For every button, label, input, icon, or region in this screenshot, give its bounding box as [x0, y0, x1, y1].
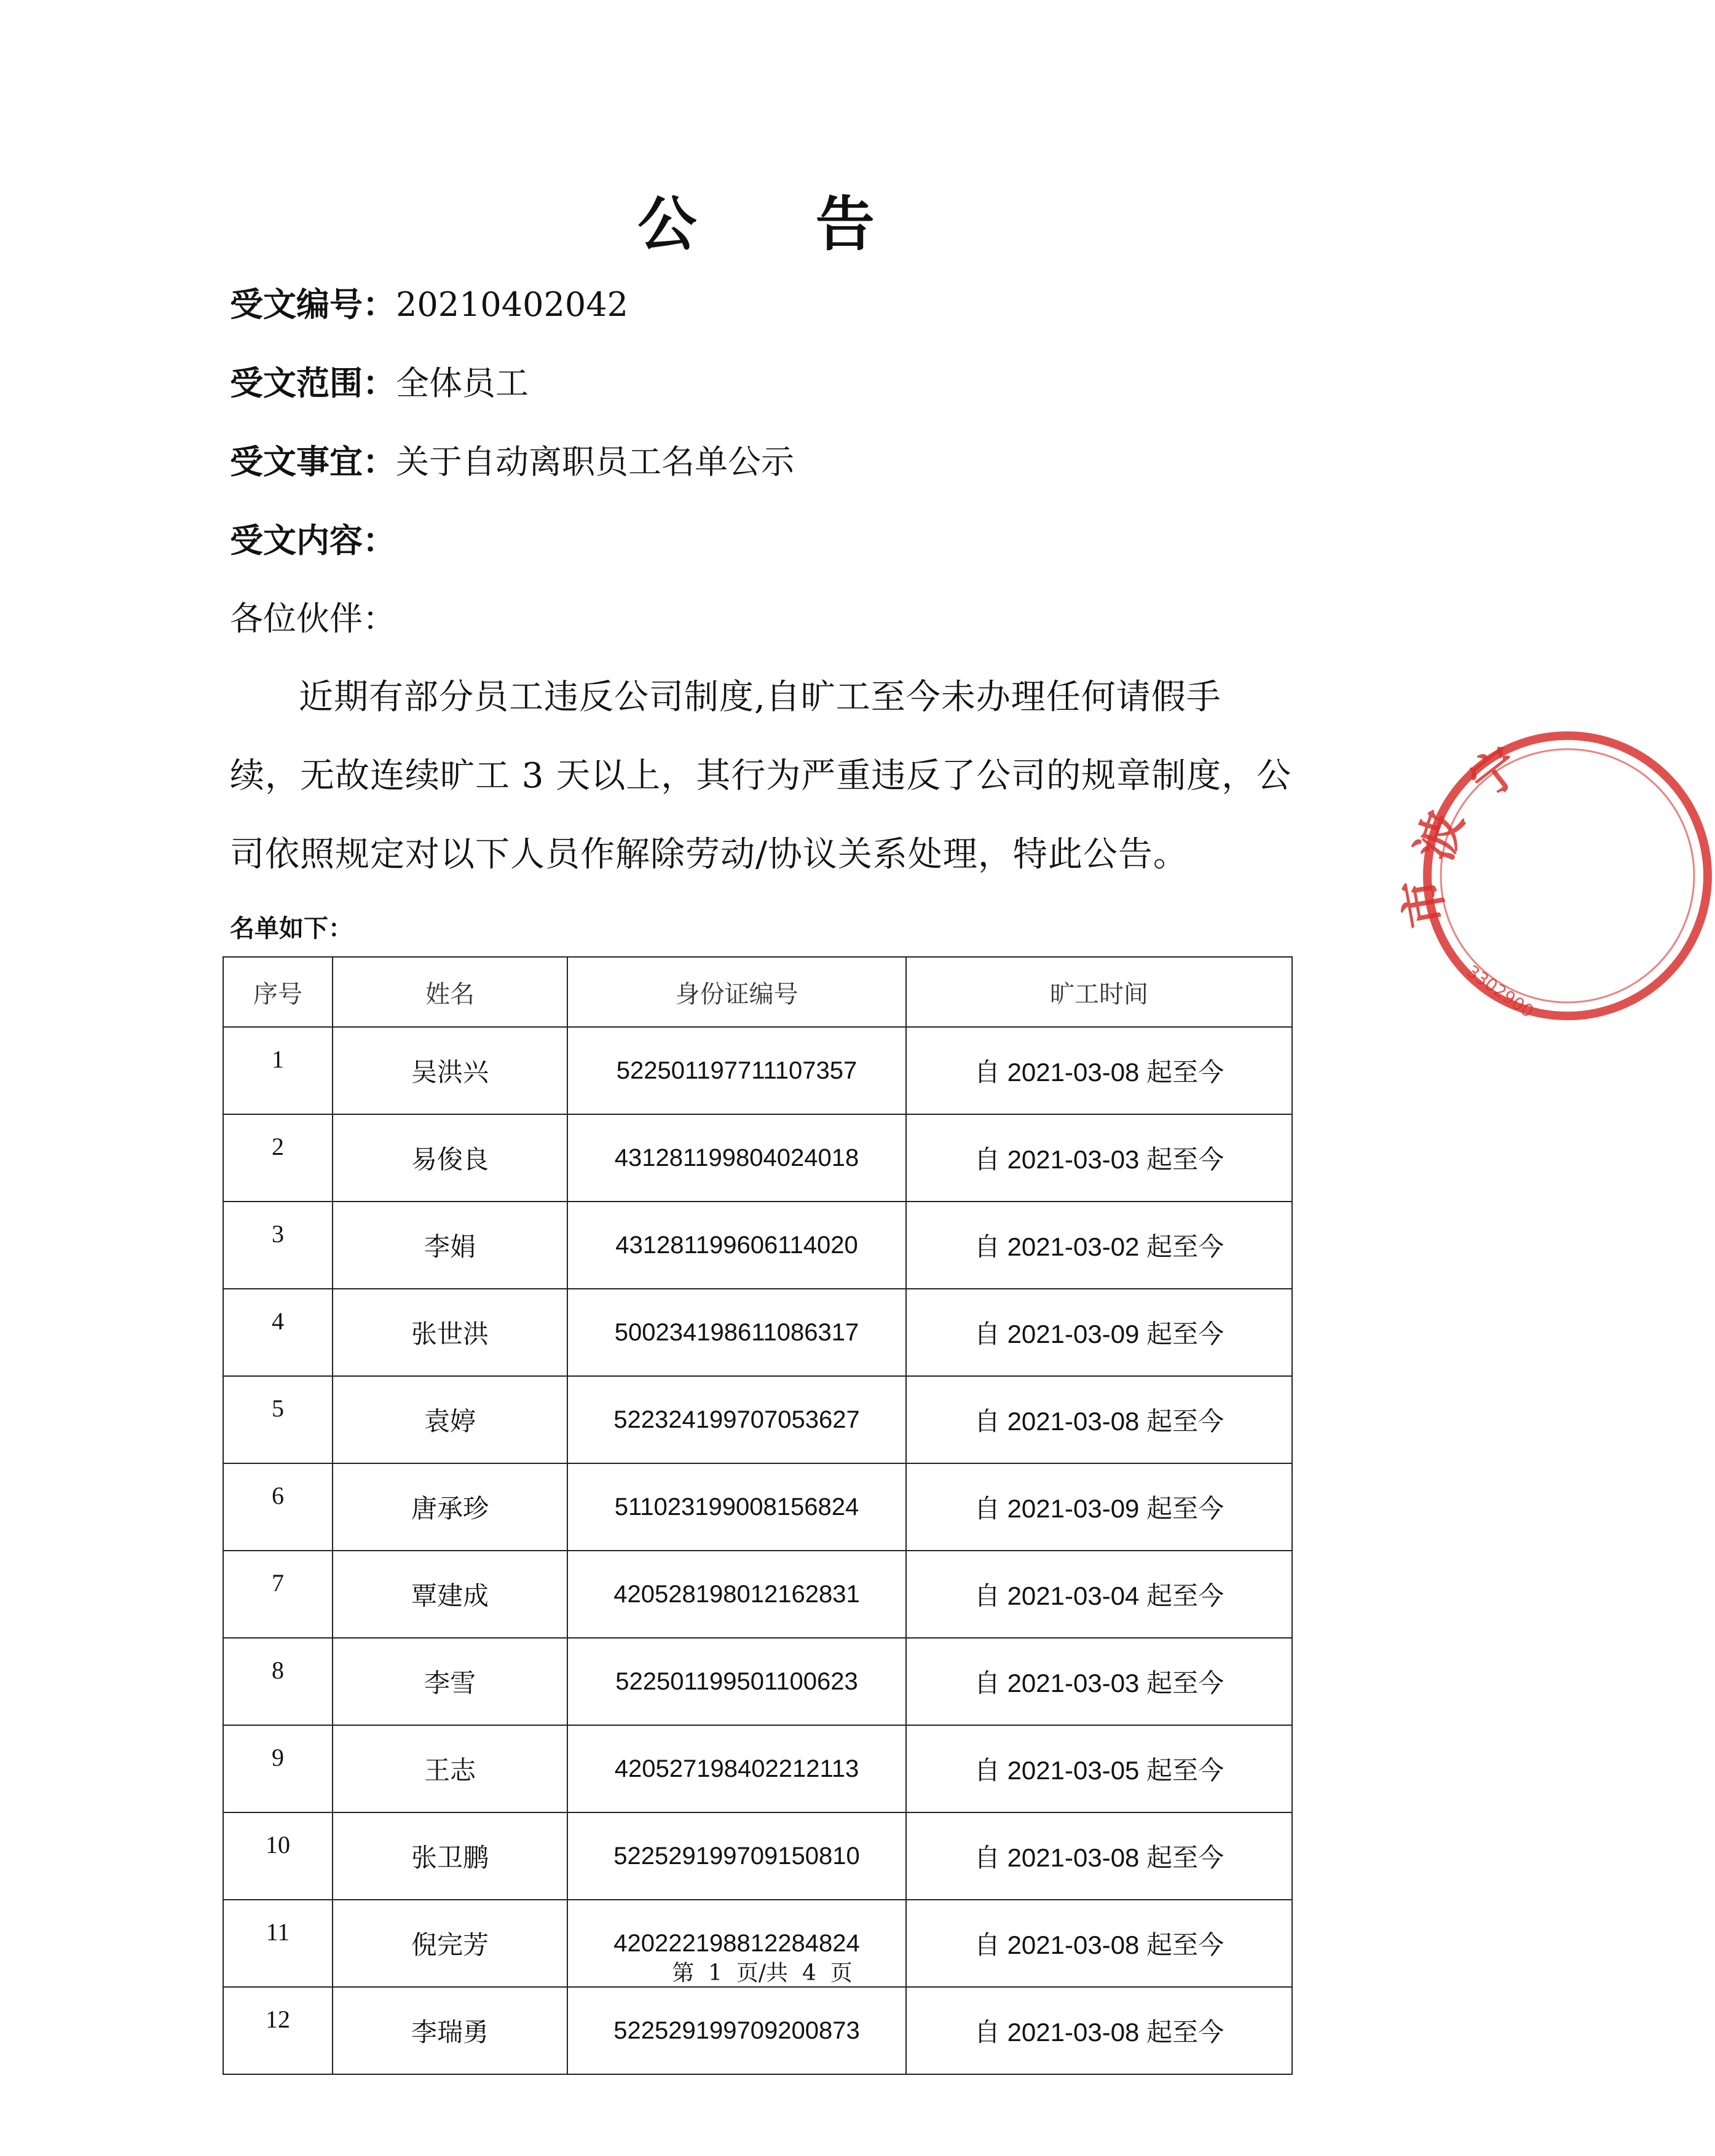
cell-absence-time: 自 2021-03-09 起至今 — [906, 1289, 1292, 1376]
cell-name: 易俊良 — [333, 1114, 567, 1202]
cell-absence-time: 自 2021-03-08 起至今 — [906, 1987, 1292, 2074]
svg-text:波: 波 — [1406, 804, 1475, 867]
table-header-row — [223, 957, 1292, 1027]
cell-id-number: 522501199501100623 — [567, 1638, 906, 1725]
cell-seq: 11 — [223, 1900, 333, 1987]
list-label: 名单如下： — [230, 915, 353, 943]
cell-id-number: 522501197711107357 — [567, 1027, 906, 1114]
cell-id-number: 522324199707053627 — [567, 1376, 906, 1463]
header-name: 姓名 — [333, 957, 567, 1027]
cell-seq: 7 — [223, 1551, 333, 1638]
body-paragraph-line: 续，无故连续旷工 3 天以上，其行为严重违反了公司的规章制度，公 — [230, 756, 1292, 796]
cell-seq: 6 — [223, 1463, 333, 1551]
field-document-number — [230, 283, 628, 326]
cell-seq: 3 — [223, 1202, 333, 1289]
cell-absence-time: 自 2021-03-02 起至今 — [906, 1202, 1292, 1289]
cell-id-number: 511023199008156824 — [567, 1463, 906, 1551]
cell-id-number: 431281199606114020 — [567, 1202, 906, 1289]
field-label: 受文内容： — [230, 521, 396, 560]
cell-seq: 10 — [223, 1812, 333, 1900]
field-content — [230, 519, 396, 562]
employee-table — [223, 956, 1293, 2075]
cell-absence-time: 自 2021-03-05 起至今 — [906, 1725, 1292, 1812]
cell-seq: 5 — [223, 1376, 333, 1463]
cell-absence-time: 自 2021-03-08 起至今 — [906, 1900, 1292, 1987]
table-row — [223, 1725, 1292, 1812]
svg-text:3302900: 3302900 — [1462, 961, 1538, 1022]
table-row — [223, 1638, 1292, 1725]
cell-name: 李瑞勇 — [333, 1987, 567, 2074]
company-seal-icon — [1393, 728, 1715, 1023]
cell-id-number: 420527198402212113 — [567, 1725, 906, 1812]
cell-id-number: 420222198812284824 — [567, 1900, 906, 1987]
cell-id-number: 431281199804024018 — [567, 1114, 906, 1202]
cell-name: 李雪 — [333, 1638, 567, 1725]
cell-seq: 12 — [223, 1987, 333, 2074]
field-label: 受文事宜： — [230, 442, 396, 481]
cell-seq: 9 — [223, 1725, 333, 1812]
table-row — [223, 1551, 1292, 1638]
header-id-number: 身份证编号 — [567, 957, 906, 1027]
body-paragraph-line: 近期有部分员工违反公司制度,自旷工至今未办理任何请假手 — [299, 677, 1221, 717]
table-row — [223, 1463, 1292, 1551]
cell-absence-time: 自 2021-03-08 起至今 — [906, 1027, 1292, 1114]
svg-text:宁: 宁 — [1459, 737, 1532, 810]
cell-name: 唐承珍 — [333, 1463, 567, 1551]
cell-seq: 1 — [223, 1027, 333, 1114]
cell-absence-time: 自 2021-03-09 起至今 — [906, 1463, 1292, 1551]
svg-text:市: 市 — [1393, 874, 1456, 932]
cell-name: 张卫鹏 — [333, 1812, 567, 1900]
header-seq: 序号 — [223, 957, 333, 1027]
cell-seq: 4 — [223, 1289, 333, 1376]
cell-id-number: 500234198611086317 — [567, 1289, 906, 1376]
cell-name: 张世洪 — [333, 1289, 567, 1376]
cell-seq: 2 — [223, 1114, 333, 1202]
cell-name: 覃建成 — [333, 1551, 567, 1638]
cell-name: 倪完芳 — [333, 1900, 567, 1987]
header-absence-time: 旷工时间 — [906, 957, 1292, 1027]
field-value: 20210402042 — [396, 285, 628, 324]
field-scope — [230, 361, 529, 405]
cell-absence-time: 自 2021-03-03 起至今 — [906, 1114, 1292, 1202]
cell-name: 吴洪兴 — [333, 1027, 567, 1114]
table-row — [223, 1812, 1292, 1900]
cell-absence-time: 自 2021-03-08 起至今 — [906, 1376, 1292, 1463]
notice-title: 公 告 — [637, 189, 924, 259]
table-row — [223, 1114, 1292, 1202]
table-row — [223, 1376, 1292, 1463]
greeting: 各位伙伴： — [230, 599, 396, 638]
cell-id-number: 522529199709150810 — [567, 1812, 906, 1900]
body-paragraph-line: 司依照规定对以下人员作解除劳动/协议关系处理，特此公告。 — [230, 835, 1188, 875]
cell-name: 李娟 — [333, 1202, 567, 1289]
page-footer: 第 1 页/共 4 页 — [672, 1961, 853, 1986]
field-subject — [230, 440, 794, 484]
table-row — [223, 1289, 1292, 1376]
field-label: 受文范围： — [230, 363, 396, 403]
cell-seq: 8 — [223, 1638, 333, 1725]
cell-id-number: 522529199709200873 — [567, 1987, 906, 2074]
table-row — [223, 1202, 1292, 1289]
table-row — [223, 1027, 1292, 1114]
cell-name: 王志 — [333, 1725, 567, 1812]
cell-absence-time: 自 2021-03-08 起至今 — [906, 1812, 1292, 1900]
field-value: 关于自动离职员工名单公示 — [396, 443, 794, 481]
field-label: 受文编号： — [230, 285, 396, 324]
cell-absence-time: 自 2021-03-04 起至今 — [906, 1551, 1292, 1638]
cell-id-number: 420528198012162831 — [567, 1551, 906, 1638]
cell-name: 袁婷 — [333, 1376, 567, 1463]
field-value: 全体员工 — [396, 364, 529, 403]
cell-absence-time: 自 2021-03-03 起至今 — [906, 1638, 1292, 1725]
table-row — [223, 1987, 1292, 2074]
